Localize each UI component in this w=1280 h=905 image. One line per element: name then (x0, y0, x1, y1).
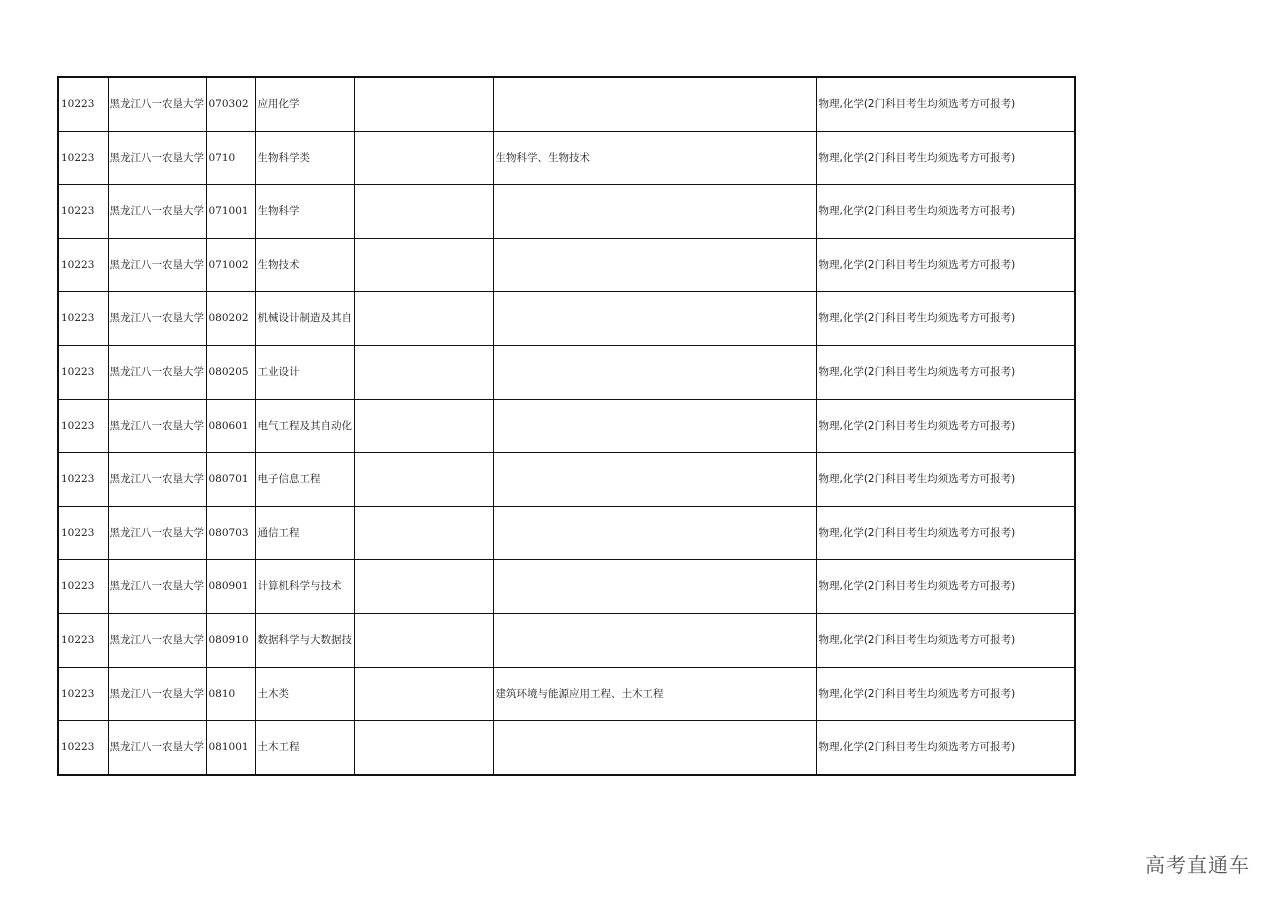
cell-empty (354, 453, 493, 507)
cell-major-code: 080910 (206, 613, 255, 667)
table-body (58, 77, 1075, 775)
cell-included-majors (493, 560, 816, 614)
cell-institution-name: 黑龙江八一农垦大学 (108, 185, 206, 239)
cell-subject-requirement: 物理,化学(2门科目考生均须选考方可报考) (816, 77, 1075, 131)
cell-institution-name: 黑龙江八一农垦大学 (108, 292, 206, 346)
table-row (58, 345, 1075, 399)
cell-major-code: 080703 (206, 506, 255, 560)
table-row (58, 506, 1075, 560)
cell-major-name: 电子信息工程 (255, 453, 354, 507)
table-row (58, 131, 1075, 185)
watermark-text: 高考直通车 (1145, 853, 1250, 877)
cell-institution-name: 黑龙江八一农垦大学 (108, 453, 206, 507)
cell-institution-name: 黑龙江八一农垦大学 (108, 131, 206, 185)
cell-included-majors (493, 453, 816, 507)
admission-requirements-table (57, 76, 1076, 776)
cell-major-code: 070302 (206, 77, 255, 131)
cell-empty (354, 238, 493, 292)
cell-empty (354, 185, 493, 239)
cell-included-majors (493, 345, 816, 399)
cell-empty (354, 506, 493, 560)
cell-subject-requirement: 物理,化学(2门科目考生均须选考方可报考) (816, 131, 1075, 185)
table-row (58, 721, 1075, 775)
cell-institution-code: 10223 (58, 399, 108, 453)
cell-institution-code: 10223 (58, 238, 108, 292)
cell-empty (354, 667, 493, 721)
cell-institution-name: 黑龙江八一农垦大学 (108, 721, 206, 775)
cell-included-majors (493, 77, 816, 131)
cell-major-code: 0810 (206, 667, 255, 721)
cell-empty (354, 292, 493, 346)
cell-institution-code: 10223 (58, 453, 108, 507)
cell-major-name: 计算机科学与技术 (255, 560, 354, 614)
cell-subject-requirement: 物理,化学(2门科目考生均须选考方可报考) (816, 399, 1075, 453)
cell-major-code: 071001 (206, 185, 255, 239)
table-row (58, 453, 1075, 507)
table-row (58, 613, 1075, 667)
table-row (58, 399, 1075, 453)
cell-subject-requirement: 物理,化学(2门科目考生均须选考方可报考) (816, 613, 1075, 667)
cell-major-name: 土木类 (255, 667, 354, 721)
cell-institution-name: 黑龙江八一农垦大学 (108, 613, 206, 667)
cell-subject-requirement: 物理,化学(2门科目考生均须选考方可报考) (816, 721, 1075, 775)
cell-subject-requirement: 物理,化学(2门科目考生均须选考方可报考) (816, 292, 1075, 346)
cell-institution-name: 黑龙江八一农垦大学 (108, 399, 206, 453)
cell-empty (354, 131, 493, 185)
table-row (58, 292, 1075, 346)
cell-institution-code: 10223 (58, 721, 108, 775)
cell-institution-code: 10223 (58, 77, 108, 131)
cell-major-code: 0710 (206, 131, 255, 185)
cell-subject-requirement: 物理,化学(2门科目考生均须选考方可报考) (816, 185, 1075, 239)
cell-major-name: 电气工程及其自动化 (255, 399, 354, 453)
cell-institution-code: 10223 (58, 292, 108, 346)
cell-empty (354, 613, 493, 667)
cell-major-code: 080202 (206, 292, 255, 346)
cell-empty (354, 345, 493, 399)
table-row (58, 238, 1075, 292)
cell-major-name: 工业设计 (255, 345, 354, 399)
cell-institution-name: 黑龙江八一农垦大学 (108, 560, 206, 614)
cell-included-majors (493, 721, 816, 775)
cell-major-code: 080701 (206, 453, 255, 507)
cell-empty (354, 77, 493, 131)
cell-subject-requirement: 物理,化学(2门科目考生均须选考方可报考) (816, 345, 1075, 399)
cell-major-name: 土木工程 (255, 721, 354, 775)
cell-institution-code: 10223 (58, 185, 108, 239)
cell-included-majors (493, 399, 816, 453)
cell-subject-requirement: 物理,化学(2门科目考生均须选考方可报考) (816, 560, 1075, 614)
cell-institution-name: 黑龙江八一农垦大学 (108, 345, 206, 399)
table-row (58, 77, 1075, 131)
cell-major-name: 生物科学类 (255, 131, 354, 185)
cell-institution-name: 黑龙江八一农垦大学 (108, 77, 206, 131)
cell-institution-name: 黑龙江八一农垦大学 (108, 506, 206, 560)
cell-included-majors (493, 292, 816, 346)
cell-included-majors: 建筑环境与能源应用工程、土木工程 (493, 667, 816, 721)
cell-included-majors (493, 613, 816, 667)
cell-institution-code: 10223 (58, 506, 108, 560)
table-row (58, 560, 1075, 614)
cell-institution-code: 10223 (58, 667, 108, 721)
cell-institution-code: 10223 (58, 131, 108, 185)
cell-subject-requirement: 物理,化学(2门科目考生均须选考方可报考) (816, 453, 1075, 507)
cell-major-name: 生物科学 (255, 185, 354, 239)
cell-major-name: 应用化学 (255, 77, 354, 131)
cell-major-code: 080901 (206, 560, 255, 614)
cell-institution-code: 10223 (58, 613, 108, 667)
cell-empty (354, 721, 493, 775)
cell-major-name: 数据科学与大数据技 (255, 613, 354, 667)
cell-included-majors (493, 506, 816, 560)
cell-major-code: 080205 (206, 345, 255, 399)
cell-included-majors (493, 185, 816, 239)
cell-major-name: 机械设计制造及其自 (255, 292, 354, 346)
table-row (58, 667, 1075, 721)
cell-major-code: 080601 (206, 399, 255, 453)
table-row (58, 185, 1075, 239)
cell-included-majors: 生物科学、生物技术 (493, 131, 816, 185)
cell-institution-code: 10223 (58, 560, 108, 614)
cell-institution-name: 黑龙江八一农垦大学 (108, 238, 206, 292)
cell-included-majors (493, 238, 816, 292)
cell-institution-code: 10223 (58, 345, 108, 399)
cell-subject-requirement: 物理,化学(2门科目考生均须选考方可报考) (816, 506, 1075, 560)
cell-institution-name: 黑龙江八一农垦大学 (108, 667, 206, 721)
cell-major-code: 071002 (206, 238, 255, 292)
cell-empty (354, 399, 493, 453)
cell-major-code: 081001 (206, 721, 255, 775)
cell-subject-requirement: 物理,化学(2门科目考生均须选考方可报考) (816, 667, 1075, 721)
cell-subject-requirement: 物理,化学(2门科目考生均须选考方可报考) (816, 238, 1075, 292)
cell-empty (354, 560, 493, 614)
cell-major-name: 生物技术 (255, 238, 354, 292)
cell-major-name: 通信工程 (255, 506, 354, 560)
